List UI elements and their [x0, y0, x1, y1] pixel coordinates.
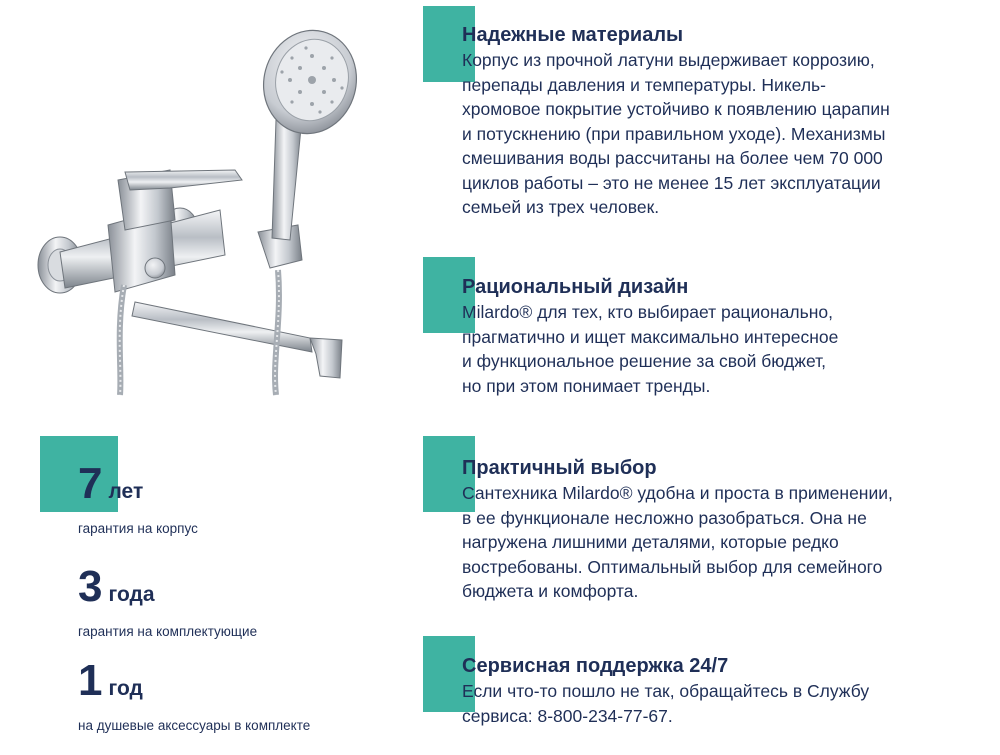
- feature-materials: [462, 22, 982, 220]
- warranty-number: 1: [78, 656, 103, 705]
- warranty-unit: года: [108, 583, 155, 606]
- warranty-body: [78, 459, 198, 538]
- feature-title: Сервисная поддержка 24/7: [462, 655, 729, 677]
- feature-text: Сантехника Milardo® удобна и проста в применении, в ее функционале несложно разобраться. Она не нагружена лишними деталями, которые редко востребованы. Оптимальный выбор для семейного бюджета и комфорта.: [462, 483, 893, 601]
- feature-design: [462, 274, 982, 398]
- feature-service: [462, 653, 982, 728]
- warranty-parts: [78, 562, 258, 641]
- feature-title: Надежные материалы: [462, 24, 684, 46]
- warranty-caption: на душевые аксессуары в комплекте: [78, 718, 311, 733]
- warranty-caption: гарантия на корпус: [78, 521, 198, 536]
- feature-text: Если что-то пошло не так, обращайтесь в Службу сервиса: 8-800-234-77-67.: [462, 681, 870, 726]
- warranty-caption: гарантия на комплектующие: [78, 624, 258, 639]
- faucet-product-image: [20, 20, 360, 400]
- warranty-number: 3: [78, 562, 103, 611]
- warranty-accessories: [78, 656, 311, 735]
- warranty-unit: год: [108, 677, 143, 700]
- feature-text: Корпус из прочной латуни выдерживает коррозию, перепады давления и температуры. Никель- хромовое покрытие устойчиво к появлению царапин и потускнению (при правильном уходе). Механизмы смешивания воды рассчитаны на более чем 70 000 циклов работы – это не менее 15 лет эксплуатации семьей из трех человек.: [462, 50, 890, 217]
- feature-practical: [462, 455, 982, 604]
- feature-title: Практичный выбор: [462, 457, 657, 479]
- feature-text: Milardo® для тех, кто выбирает рационально, прагматично и ищет максимально интересное и функциональное решение за свой бюджет, но при этом понимает тренды.: [462, 302, 839, 396]
- feature-title: Рациональный дизайн: [462, 276, 689, 298]
- warranty-number: 7: [78, 459, 103, 508]
- warranty-unit: лет: [108, 480, 144, 503]
